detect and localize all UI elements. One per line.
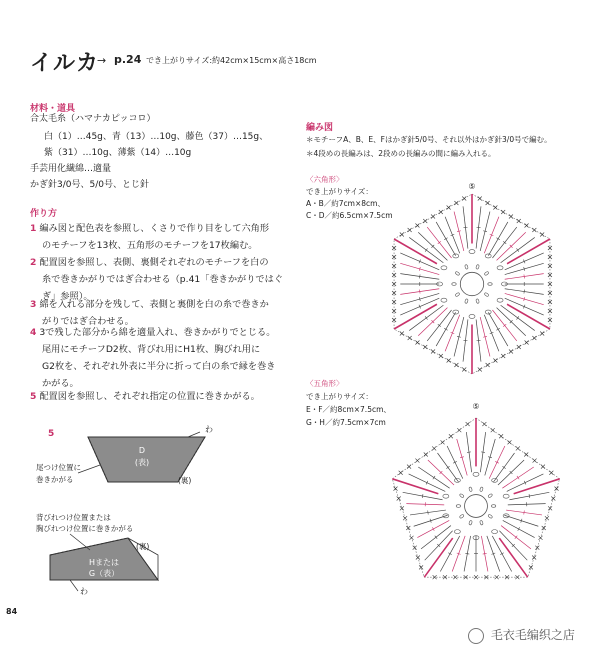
motif-label: Hまたは	[88, 558, 120, 567]
loop-stitch	[441, 266, 447, 270]
chain-stitch	[456, 505, 460, 508]
loop-stitch	[453, 310, 459, 314]
chain-stitch	[476, 299, 480, 304]
step-text: 配置図を参照し、表側、裏側それぞれのモチーフを白の	[39, 257, 269, 268]
page-reference: p.24	[114, 53, 142, 66]
chain-stitch	[488, 514, 493, 519]
loop-stitch	[485, 310, 491, 314]
motif-side-label: (表)	[134, 458, 150, 467]
loop-stitch	[443, 494, 449, 498]
hexagon-heading: 〈六角形〉	[306, 175, 344, 184]
step-1	[30, 220, 269, 254]
stitch-bar	[446, 466, 449, 468]
chain-stitch	[480, 520, 484, 525]
page-title: イルカ	[30, 51, 100, 76]
chain-stitch	[469, 520, 473, 525]
motif-label: D	[138, 446, 146, 455]
stitch-bar	[425, 248, 427, 251]
chain-stitch	[484, 271, 489, 276]
chain-stitch	[452, 283, 456, 286]
chart-note: ＊4段めの長編みは、2段めの長編みの間に編み入れる。	[306, 149, 496, 158]
loop-stitch	[497, 298, 503, 302]
loop-stitch	[453, 254, 459, 258]
back-side-label: (裏)	[136, 542, 150, 551]
loop-stitch	[441, 298, 447, 302]
center-ring	[465, 495, 488, 518]
attach-note: 背びれつけ位置または	[36, 513, 111, 522]
material-line: 手芸用化繊綿…適量	[30, 164, 112, 174]
stitch-bar	[428, 511, 429, 515]
tail-fold-figure	[20, 420, 220, 510]
loop-stitch	[469, 314, 475, 318]
stitch-bar	[433, 476, 435, 479]
step-text: 尾用にモチーフD2枚、背びれ用にH1枚、胸びれ用に	[42, 344, 261, 355]
chain-stitch	[465, 264, 469, 269]
stitch-bar	[524, 290, 525, 294]
chain-stitch	[459, 493, 464, 498]
chain-stitch	[484, 292, 489, 297]
hexagon-size-title: でき上がりサイズ：	[306, 187, 373, 196]
stitch-bar	[419, 274, 420, 278]
stitch-bar	[422, 494, 423, 498]
fold-label: わ	[80, 587, 88, 596]
hexagon-size: C・D／約6.5cm×7.5cm	[306, 211, 393, 220]
chat-icon	[468, 628, 484, 644]
center-ring	[460, 272, 483, 295]
chart-heading: 編み図	[306, 123, 334, 133]
chart-note: ＊モチーフA、B、E、Fはかぎ針5/0号、それ以外はかぎ針3/0号で編む。	[306, 135, 552, 144]
material-line: 合太毛糸（ハマナカピッコロ）	[30, 114, 156, 124]
material-line: 紫（31）…10g、薄紫（14）…10g	[44, 148, 192, 158]
loop-stitch	[485, 254, 491, 258]
motif-side-label: G（表）	[88, 569, 120, 578]
attach-note: 尾つけ位置に	[36, 463, 81, 472]
step-text: がりではぎ合わせる。	[42, 316, 134, 327]
step-text: 配置図を参照し、それぞれ指定の位置に巻きかがる。	[39, 391, 260, 402]
chain-stitch	[465, 299, 469, 304]
hexagon-crochet-chart	[370, 180, 575, 380]
stitch-bar	[467, 452, 471, 453]
step-text: G2枚を、それぞれ外表に半分に折って白の糸で縁を巻き	[42, 361, 276, 372]
loop-stitch	[497, 266, 503, 270]
chain-stitch	[469, 487, 473, 492]
method-heading: 作り方	[30, 209, 58, 219]
attach-note: 胸びれつけ位置に巻きかがる	[36, 524, 134, 533]
step-text: 3で残した部分から綿を適量入れ、巻きかがりでとじる。	[39, 327, 276, 338]
stitch-bar	[465, 553, 469, 554]
stitch-bar	[481, 452, 485, 453]
chain-stitch	[488, 493, 493, 498]
corner-line	[514, 479, 560, 494]
stitch-bar	[529, 494, 530, 498]
back-side-label: (裏)	[178, 476, 192, 485]
step-text: かがる。	[42, 378, 79, 389]
loop-stitch	[469, 250, 475, 254]
step-text: のモチーフを13枚、五角形のモチーフを17枚編む。	[42, 240, 258, 251]
figure-number: 5	[48, 429, 55, 439]
step-number: 5	[30, 391, 37, 402]
chain-stitch	[459, 514, 464, 519]
pentagon-size-title: でき上がりサイズ：	[306, 392, 373, 401]
step-text: 編み図と配色表を参照し、くさりで作り目をして六角形	[39, 223, 270, 234]
chain-stitch	[488, 283, 492, 286]
pentagon-crochet-chart	[376, 400, 576, 600]
stitch-bar	[517, 248, 519, 251]
stitch-bar	[483, 553, 487, 554]
corner-line	[394, 304, 437, 329]
corner-line	[499, 538, 527, 577]
step-text: ぎ」参照）。	[42, 291, 93, 302]
stitch-bar	[524, 511, 525, 515]
corner-line	[507, 304, 550, 329]
step-number: 1	[30, 223, 37, 234]
step-number: 4	[30, 327, 37, 338]
watermark-text: 毛衣毛编织之店	[490, 628, 575, 642]
stitch-bar	[517, 476, 519, 479]
stitch-bar	[524, 274, 525, 278]
materials-heading: 材料・道具	[30, 104, 76, 114]
chain-stitch	[455, 271, 460, 276]
loop-stitch	[454, 530, 460, 534]
pentagon-stitches	[392, 418, 559, 579]
attach-note: 巻きかがる	[36, 475, 74, 484]
round-marker: ⑤	[468, 182, 476, 191]
stitch-bar	[419, 290, 420, 294]
corner-line	[394, 239, 437, 264]
chain-stitch	[491, 505, 495, 508]
corner-line	[392, 479, 438, 494]
loop-stitch	[503, 494, 509, 498]
round-marker: ⑤	[472, 402, 480, 411]
pentagon-size: G・H／約7.5cm×7cm	[306, 418, 386, 427]
stitch-bar	[517, 316, 519, 319]
material-line: かぎ針3/0号、5/0号、とじ針	[30, 180, 149, 190]
chain-stitch	[455, 292, 460, 297]
stitch-bar	[502, 466, 505, 468]
fin-fold-figure	[20, 510, 220, 600]
chain-stitch	[476, 264, 480, 269]
step-4	[30, 324, 275, 392]
step-5	[30, 388, 260, 405]
step-number: 2	[30, 257, 37, 268]
material-line: 白（1）…45g、青（13）…10g、藤色（37）…15g、	[44, 132, 269, 142]
pentagon-heading: 〈五角形〉	[306, 379, 344, 388]
fold-label: わ	[205, 425, 213, 434]
pentagon-size: E・F／約8cm×7.5cm、	[306, 405, 391, 414]
finished-size: でき上がりサイズ:約42cm×15cm×高さ18cm	[146, 56, 317, 65]
chain-stitch	[480, 487, 484, 492]
step-text: 糸で巻きかがりではぎ合わせる（p.41「巻きかがりではぐ	[42, 274, 283, 285]
corner-line	[507, 239, 550, 264]
loop-stitch	[492, 530, 498, 534]
page-number: 84	[6, 607, 18, 616]
hexagon-size: A・B／約7cm×8cm、	[306, 199, 385, 208]
hexagon-stitches	[392, 194, 552, 374]
step-number: 3	[30, 299, 37, 310]
loop-stitch	[473, 472, 479, 476]
arrow-icon: →	[97, 54, 107, 67]
watermark	[468, 626, 575, 644]
corner-line	[424, 538, 452, 577]
stitch-bar	[425, 316, 427, 319]
step-text: 綿を入れる部分を残して、表側と裏側を白の糸で巻きか	[39, 299, 269, 310]
